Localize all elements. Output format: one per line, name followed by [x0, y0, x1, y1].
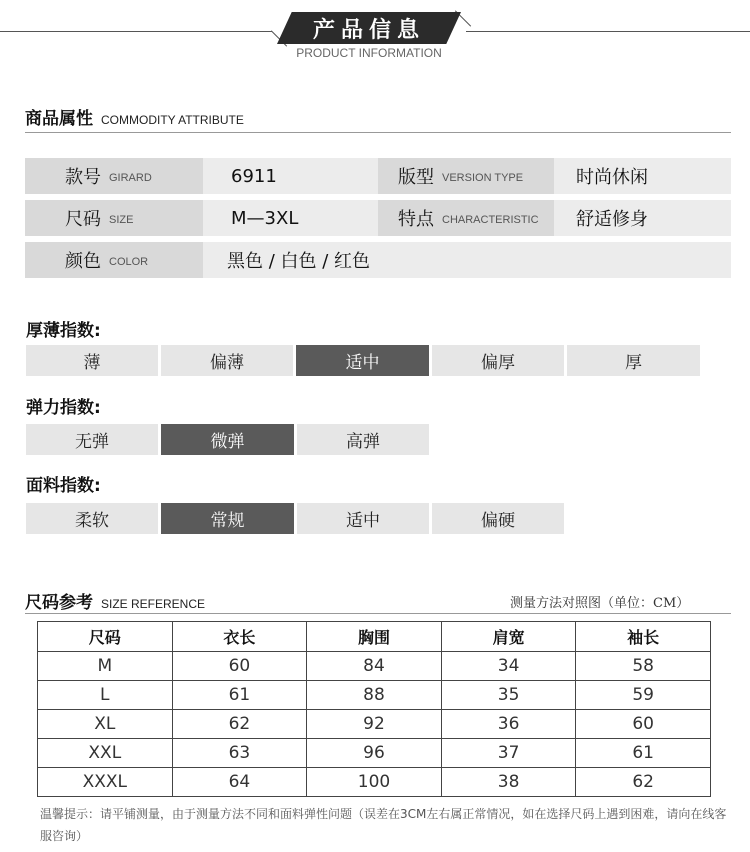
table-cell: 92: [307, 710, 442, 739]
table-cell: 61: [576, 739, 711, 768]
table-row: [38, 768, 711, 797]
size-reference-title-en: SIZE REFERENCE: [101, 597, 206, 611]
attr-value-style: 6911: [203, 158, 378, 194]
banner-subtitle: PRODUCT INFORMATION: [296, 46, 442, 60]
table-cell: 35: [441, 681, 576, 710]
attr-label-zh: 特点: [398, 209, 434, 230]
attr-value-color: 黑色 / 白色 / 红色: [203, 242, 731, 278]
table-cell: 38: [441, 768, 576, 797]
table-cell: 59: [576, 681, 711, 710]
attr-label-zh: 版型: [398, 167, 434, 188]
header-chest: 胸围: [307, 622, 442, 652]
table-cell: 100: [307, 768, 442, 797]
attr-label-characteristic: [378, 200, 554, 236]
header-sleeve: 袖长: [576, 622, 711, 652]
fabric-option-selected: 常规: [161, 503, 294, 534]
thickness-option-selected: 适中: [296, 345, 429, 376]
fabric-option: 柔软: [26, 503, 158, 534]
elasticity-option: 无弹: [26, 424, 158, 455]
header-size: 尺码: [38, 622, 173, 652]
fabric-option: 偏硬: [432, 503, 564, 534]
table-cell: 34: [441, 652, 576, 681]
table-cell: 64: [172, 768, 307, 797]
table-cell: 61: [172, 681, 307, 710]
table-cell: 60: [172, 652, 307, 681]
thickness-title: 厚薄指数:: [26, 321, 101, 341]
size-reference-title-zh: 尺码参考: [25, 593, 93, 613]
attr-value-version: 时尚休闲: [554, 158, 731, 194]
table-cell: 37: [441, 739, 576, 768]
commodity-title-en: COMMODITY ATTRIBUTE: [101, 113, 244, 127]
table-cell: 84: [307, 652, 442, 681]
table-row: [38, 739, 711, 768]
thickness-option: 偏薄: [161, 345, 293, 376]
thickness-option: 偏厚: [432, 345, 564, 376]
table-cell: XXL: [38, 739, 173, 768]
table-cell: XXXL: [38, 768, 173, 797]
elasticity-title: 弹力指数:: [26, 398, 101, 418]
attr-label-en: GIRARD: [109, 172, 152, 184]
table-row: [38, 681, 711, 710]
size-table-header: [38, 622, 711, 652]
attr-label-en: VERSION TYPE: [442, 172, 524, 184]
table-cell: 62: [172, 710, 307, 739]
thickness-option: 厚: [567, 345, 700, 376]
table-cell: 62: [576, 768, 711, 797]
banner-line-right: [466, 31, 750, 32]
header-shoulder: 肩宽: [441, 622, 576, 652]
table-cell: M: [38, 652, 173, 681]
attr-value-characteristic: 舒适修身: [554, 200, 731, 236]
elasticity-option: 高弹: [297, 424, 429, 455]
thickness-option: 薄: [26, 345, 158, 376]
attr-label-zh: 尺码: [65, 209, 101, 230]
attr-label-size: [25, 200, 203, 236]
elasticity-option-selected: 微弹: [161, 424, 294, 455]
table-row: [38, 710, 711, 739]
size-table: [37, 621, 711, 797]
measure-note: 测量方法对照图（单位：CM）: [510, 596, 690, 611]
table-cell: L: [38, 681, 173, 710]
table-row: [38, 652, 711, 681]
attr-value-size: M—3XL: [203, 200, 378, 236]
attr-label-en: CHARACTERISTIC: [442, 214, 539, 226]
size-reference-rule: [25, 613, 731, 614]
attr-label-color: [25, 242, 203, 278]
size-reference-heading: [25, 588, 205, 613]
banner-line-left: [0, 31, 272, 32]
header-length: 衣长: [172, 622, 307, 652]
commodity-heading: [25, 104, 244, 129]
attr-label-zh: 颜色: [65, 251, 101, 272]
table-cell: 63: [172, 739, 307, 768]
fabric-title: 面料指数:: [26, 476, 101, 496]
table-cell: XL: [38, 710, 173, 739]
commodity-rule: [25, 132, 731, 133]
table-cell: 96: [307, 739, 442, 768]
attr-label-en: COLOR: [109, 256, 149, 268]
attr-label-zh: 款号: [65, 167, 101, 188]
attr-label-en: SIZE: [109, 214, 134, 226]
table-cell: 36: [441, 710, 576, 739]
table-cell: 60: [576, 710, 711, 739]
commodity-title-zh: 商品属性: [25, 109, 93, 129]
table-cell: 58: [576, 652, 711, 681]
attr-label-style: [25, 158, 203, 194]
table-cell: 88: [307, 681, 442, 710]
attr-label-version: [378, 158, 554, 194]
banner-title: 产品信息: [312, 17, 425, 43]
fabric-option: 适中: [297, 503, 429, 534]
size-tip: 温馨提示：请平铺测量，由于测量方法不同和面料弹性问题（误差在3CM左右属正常情况，如在选择尺码上遇到困难，请向在线客服咨询）: [40, 807, 727, 843]
